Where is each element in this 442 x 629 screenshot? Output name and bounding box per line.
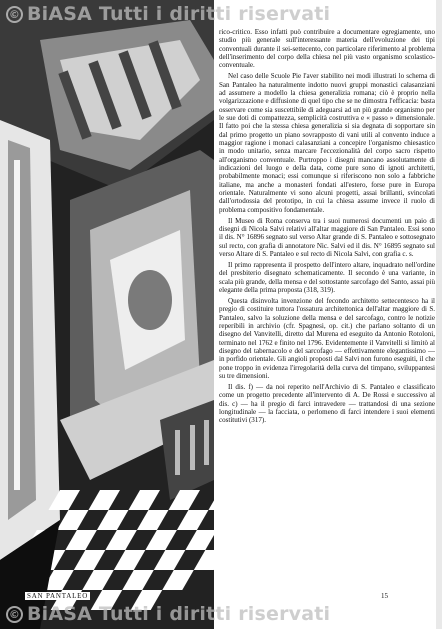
paragraph: Questa disinvolta invenzione del fecondo architetto settecentesco ha il pregio di costituire tuttora l'ossatura architettonica dell'altar maggiore di S. Pantaleo, salvo la soluzione della mensa e del sarcofago, contro le notizie reperibili in archivio (cfr. Spagnesi, op. cit.) che parlano soltanto di un disegno del Vanvitelli, diretto dal Murena ed eseguito da Antonio Rotoloni, terminato nel 1762 e finito nel 1796. Evidentemente il Vanvitelli si limitò al disegno del tabernacolo e del sarcofago — effettivamente elegantissimo — in porfido orientale. Gli angioli proposti dal Salvi non furono eseguiti, il che pone troppo in evidenza l'irregolarità della curva del timpano, sviluppantesi su tre dimensioni. xyxy=(219,297,435,381)
paragraph: rico-critico. Esso infatti può contribuire a documentare egregiamente, uno studio più generale sull'interessante materia dell'evoluzione dei tipi conventuali durante il sei-settecento, con particolare riferimento al problema dell'inserimento del corpo della chiesa nel più vasto organismo scolastico-conventuale. xyxy=(219,28,435,70)
copyright-icon: © xyxy=(6,606,23,623)
paragraph: Il primo rappresenta il prospetto dell'intero altare, inquadrato nell'ordine del presbiterio disegnato schematicamente. Il secondo è una variante, in scala più grande, della mensa e del sottostante sarcofago del Santo, assai più elegante della prima proposta (318, 319). xyxy=(219,261,435,295)
watermark-text: BiASA Tutti i diritti riservati xyxy=(27,3,331,25)
page-number: 15 xyxy=(381,592,388,600)
paragraph: Il Museo di Roma conserva tra i suoi numerosi documenti un paio di disegni di Nicola Salvi relativi all'altar maggiore di San Pantaleo. Essi sono il dis. N° 16896 segnato sul verso Altar grande di S. Pantaleo e sottosegnato sul recto, con grafia di annotatore Nic. Salvi ed il dis. N° 16895 segnato sul verso Altare di S. Pantaleo e sul recto di Nicola Salvi, con grafia c. s. xyxy=(219,216,435,259)
page-edge-shadow xyxy=(436,0,442,629)
paragraph: Il dis. f) — da noi reperito nell'Archivio di S. Pantaleo e classificato come un progetto precedente all'intervento di A. De Rossi e successivo al dis. c) — ha il pregio di farci intravedere — trattandosi di una sezione longitudinale — la facciata, o perlomeno di farci intendere i suoi elementi costitutivi (317). xyxy=(219,383,435,425)
church-interior-photo xyxy=(0,0,214,629)
watermark-bottom xyxy=(6,603,436,625)
paragraph: Nel caso delle Scuole Pie l'aver stabilito nei modi illustrati lo schema di San Pantaleo ha naturalmente indotto nuovi gruppi monastici calasanziani ad assumere a modello la chiesa generalizia romana; ciò è proprio nella volgarizzazione e diffusione di quel tipo che se ne dimostra l'efficacia: basta osservare come sia suscettibile di adeguarsi ad un più grande organismo per le sue doti di compattezza, semplicità costruttiva e « passo » dimensionale. Il fatto poi che la stessa chiesa generalizia si sia degnata di sopportare sin dal primo progetto un piano sovrapposto di vani utili al convento induce a maggior ragione i monaci calasanziani a concepire l'organismo chiesastico in modo unitario, senza marcare l'eccezionalità del corpo sacro rispetto all'organismo conventuale. Purtroppo i disegni mancano assolutamente di indicazioni del luogo e della data, come pure sono di ignoti architetti, probabilmente monaci; essi comunque si riferiscono non solo a fabbriche italiane, ma anche a monasteri fondati all'estero, forse pure in Europa orientale. Naturalmente vi sono alcuni progetti, assai brillanti, svincolati dall'ortodossia del prototipo, in cui la chiesa assume invece il ruolo di problema compositivo fondamentale. xyxy=(219,72,435,214)
text-column xyxy=(219,28,435,588)
copyright-icon: © xyxy=(6,6,23,23)
watermark-text: BiASA Tutti i diritti riservati xyxy=(27,603,331,625)
running-footer: SAN PANTALEO xyxy=(27,592,89,600)
watermark-top xyxy=(6,3,436,25)
photograph-church-interior xyxy=(0,0,214,629)
